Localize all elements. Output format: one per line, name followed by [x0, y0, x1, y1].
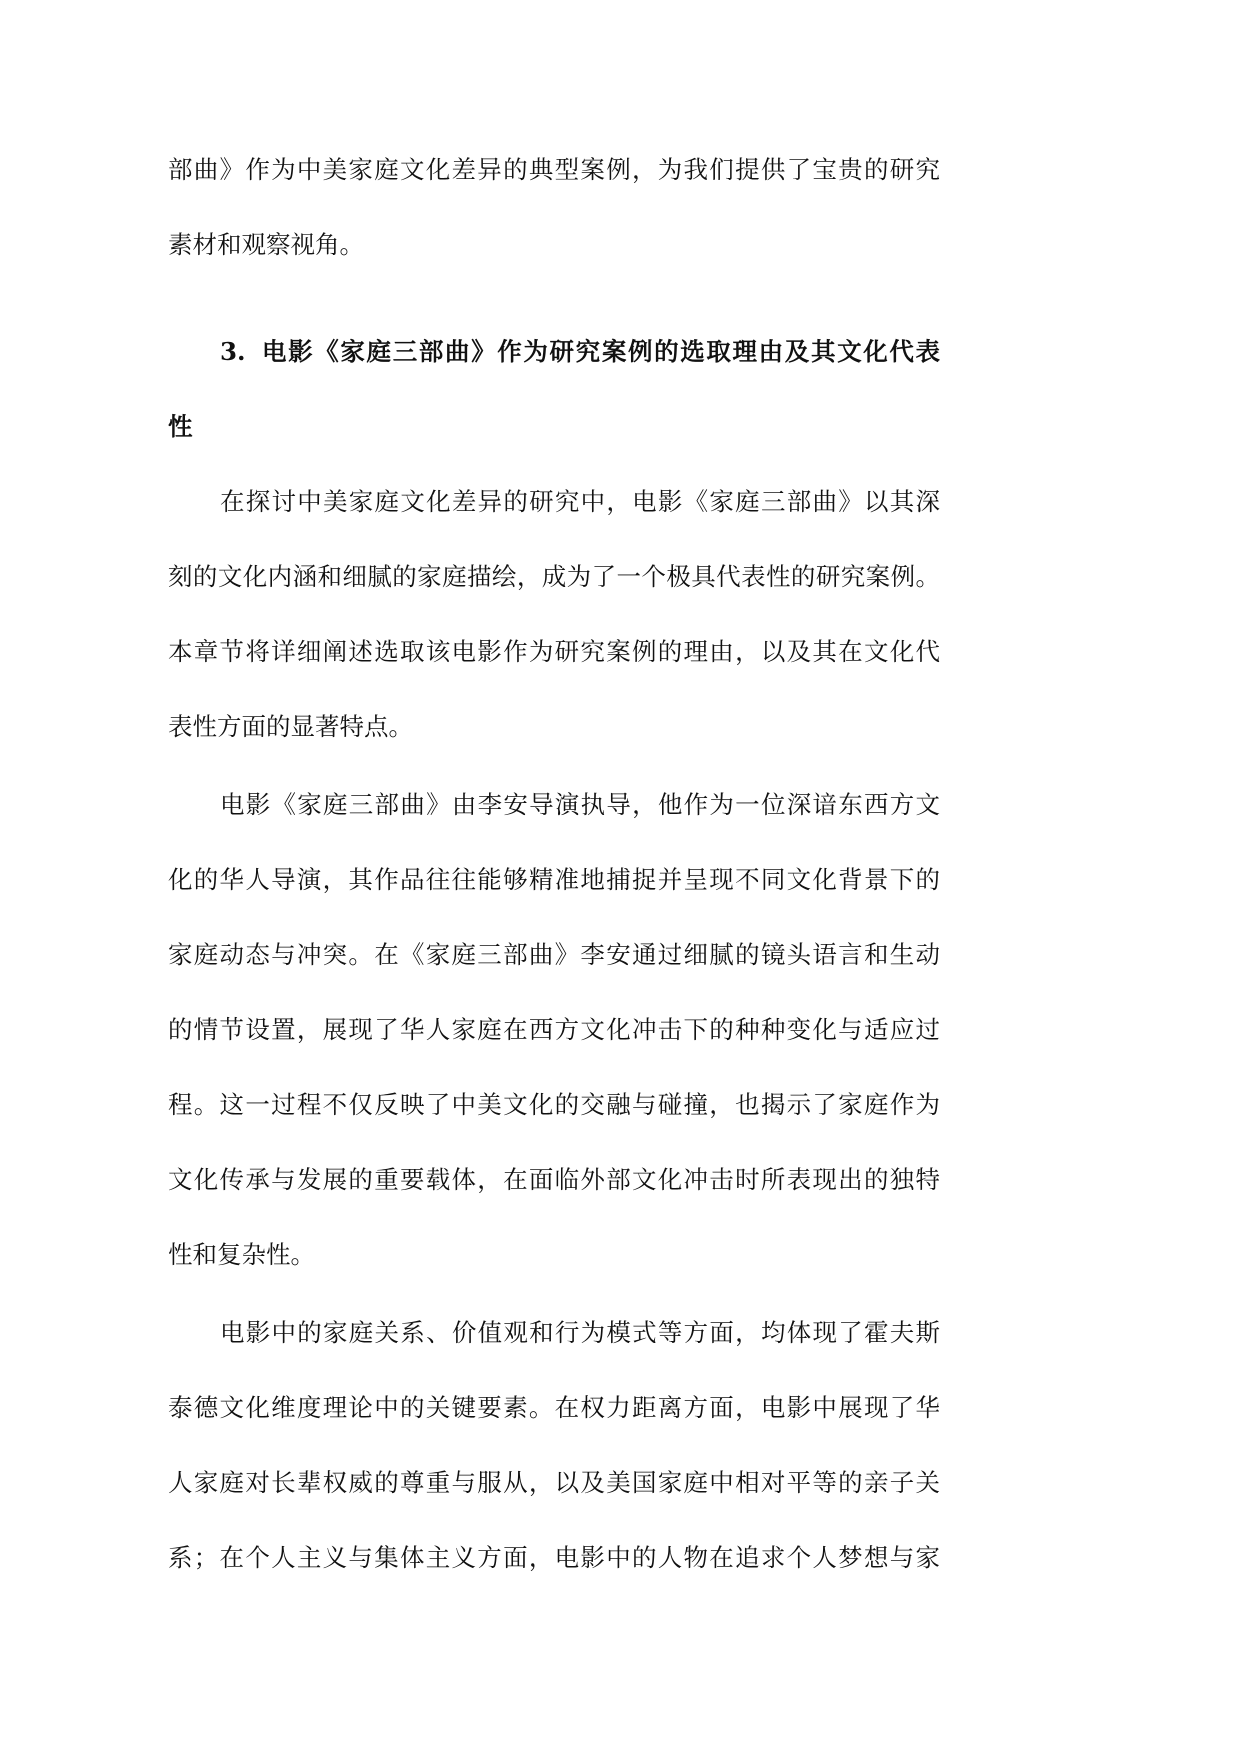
text-line: 的情节设置，展现了华人家庭在西方文化冲击下的种种变化与适应过: [168, 1015, 940, 1044]
text-line: 性和复杂性。: [168, 1240, 315, 1269]
page-body: [168, 132, 940, 1595]
heading-text: 电影《家庭三部曲》作为研究案例的选取理由及其文化代表: [262, 337, 940, 366]
text-line: 电影《家庭三部曲》由李安导演执导，他作为一位深谙东西方文: [220, 790, 940, 819]
text-line: 人家庭对长辈权威的尊重与服从，以及美国家庭中相对平等的亲子关: [168, 1468, 940, 1497]
text-line: 文化传承与发展的重要载体，在面临外部文化冲击时所表现出的独特: [168, 1165, 940, 1194]
section-heading: [168, 314, 940, 464]
text-line: 化的华人导演，其作品往往能够精准地捕捉并呈现不同文化背景下的: [168, 865, 940, 894]
text-line: 泰德文化维度理论中的关键要素。在权力距离方面，电影中展现了华: [168, 1393, 940, 1422]
text-line: 刻的文化内涵和细腻的家庭描绘，成为了一个极具代表性的研究案例。: [168, 562, 940, 591]
body-paragraph: [168, 1295, 940, 1595]
text-line: 系；在个人主义与集体主义方面，电影中的人物在追求个人梦想与家: [168, 1543, 940, 1572]
heading-number: 3.: [220, 337, 246, 366]
text-line: 家庭动态与冲突。在《家庭三部曲》李安通过细腻的镜头语言和生动: [168, 940, 940, 969]
text-line: 部曲》作为中美家庭文化差异的典型案例，为我们提供了宝贵的研究: [168, 155, 940, 184]
text-line: 程。这一过程不仅反映了中美文化的交融与碰撞，也揭示了家庭作为: [168, 1090, 940, 1119]
text-line: 素材和观察视角。: [168, 230, 364, 259]
heading-text-continued: 性: [168, 412, 193, 441]
text-line: 在探讨中美家庭文化差异的研究中，电影《家庭三部曲》以其深: [220, 487, 940, 516]
body-paragraph: [168, 767, 940, 1292]
heading-line: [168, 314, 940, 389]
body-paragraph: [168, 464, 940, 764]
text-line: 表性方面的显著特点。: [168, 712, 413, 741]
continued-paragraph: [168, 132, 940, 282]
text-line: 电影中的家庭关系、价值观和行为模式等方面，均体现了霍夫斯: [220, 1318, 940, 1347]
text-line: 本章节将详细阐述选取该电影作为研究案例的理由，以及其在文化代: [168, 637, 940, 666]
